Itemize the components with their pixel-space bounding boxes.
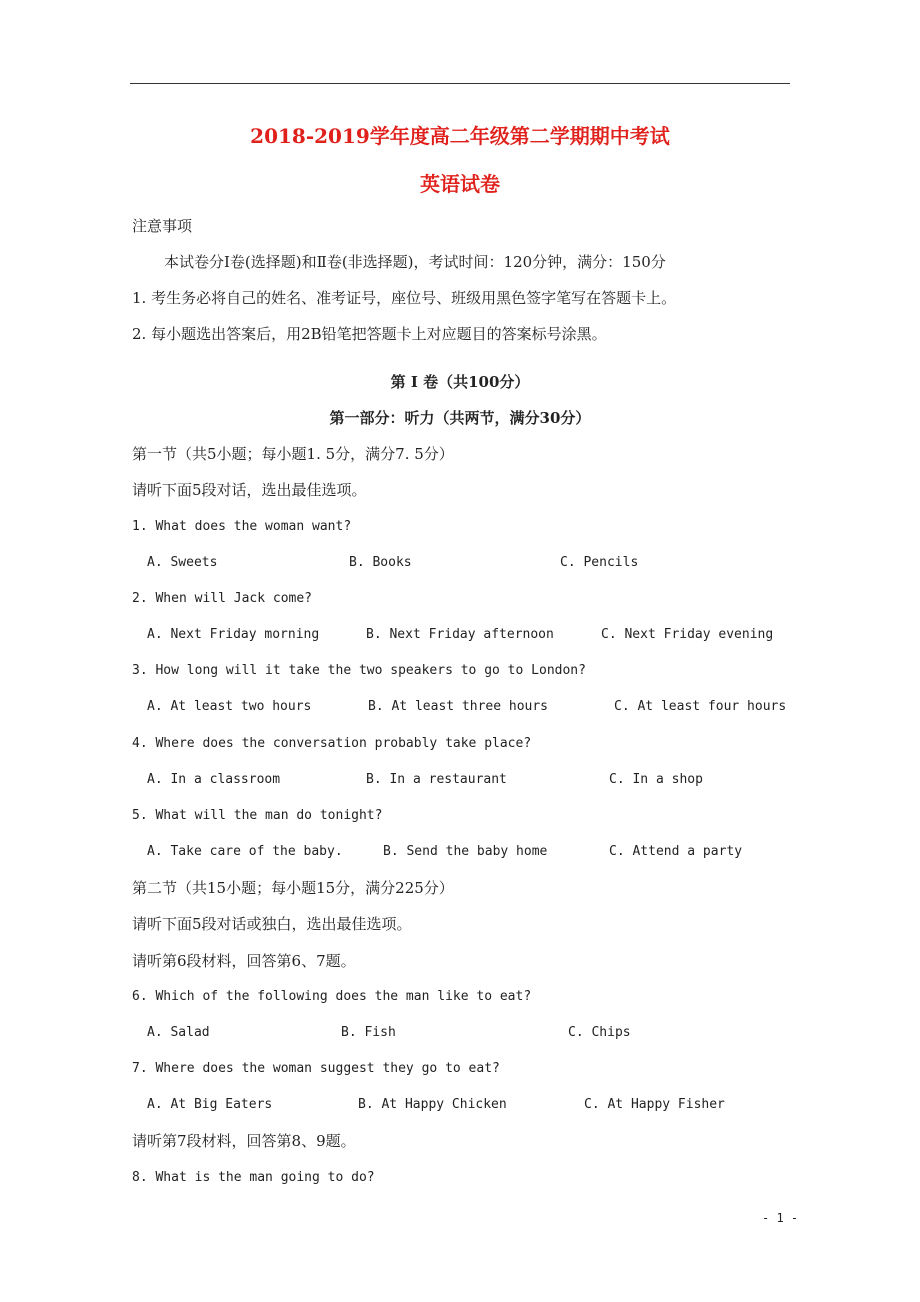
header-rule — [130, 83, 790, 84]
part-heading: 第一部分：听力（共两节，满分30分） — [329, 409, 591, 427]
section2-instruction: 请听下面5段对话或独白，选出最佳选项。 — [132, 915, 412, 933]
exam-subtitle: 英语试卷 — [420, 172, 500, 196]
question: 8. What is the man going to do? — [132, 1170, 375, 1185]
option: B. Next Friday afternoon — [366, 627, 554, 642]
option: B. At Happy Chicken — [358, 1097, 507, 1112]
volume-heading: 第 Ⅰ 卷（共100分） — [390, 373, 530, 391]
option: C. Attend a party — [609, 844, 743, 859]
question: 2. When will Jack come? — [132, 591, 313, 606]
option: A. At Big Eaters — [147, 1097, 273, 1112]
option: C. In a shop — [609, 772, 703, 787]
option: A. Take care of the baby. — [147, 844, 343, 859]
question: 4. Where does the conversation probably take place? — [132, 736, 532, 751]
section1-instruction: 请听下面5段对话，选出最佳选项。 — [132, 481, 367, 499]
option: B. In a restaurant — [366, 772, 507, 787]
question: 7. Where does the woman suggest they go to eat? — [132, 1061, 500, 1076]
material-note: 请听第7段材料，回答第8、9题。 — [132, 1132, 356, 1150]
option: B. Books — [349, 555, 412, 570]
question: 5. What will the man do tonight? — [132, 808, 383, 823]
option: C. At least four hours — [614, 699, 787, 714]
option: A. Salad — [147, 1025, 210, 1040]
option: A. In a classroom — [147, 772, 281, 787]
notice-heading: 注意事项 — [132, 217, 193, 235]
notice-item: 2. 每小题选出答案后，用2B铅笔把答题卡上对应题目的答案标号涂黑。 — [132, 325, 607, 343]
exam-title: 2018-2019学年度高二年级第二学期期中考试 — [250, 124, 670, 148]
question: 3. How long will it take the two speakers to go to London? — [132, 663, 586, 678]
option: C. Pencils — [560, 555, 639, 570]
option: A. At least two hours — [147, 699, 312, 714]
option: A. Next Friday morning — [147, 627, 320, 642]
option: C. Chips — [568, 1025, 631, 1040]
question: 6. Which of the following does the man like to eat? — [132, 989, 532, 1004]
option: B. At least three hours — [368, 699, 549, 714]
page-number: - 1 - — [762, 1211, 799, 1225]
notice-item: 1. 考生务必将自己的姓名、准考证号，座位号、班级用黑色签字笔写在答题卡上。 — [132, 289, 677, 307]
option: B. Send the baby home — [383, 844, 548, 859]
question: 1. What does the woman want? — [132, 519, 352, 534]
option: B. Fish — [341, 1025, 396, 1040]
option: A. Sweets — [147, 555, 218, 570]
option: C. Next Friday evening — [601, 627, 774, 642]
section2-heading: 第二节（共15小题；每小题15分，满分225分） — [132, 879, 454, 897]
material-note: 请听第6段材料，回答第6、7题。 — [132, 952, 356, 970]
option: C. At Happy Fisher — [584, 1097, 725, 1112]
section1-heading: 第一节（共5小题；每小题1. 5分，满分7. 5分） — [132, 445, 454, 463]
notice-intro: 本试卷分Ⅰ卷(选择题)和Ⅱ卷(非选择题)，考试时间：120分钟，满分：150分 — [164, 253, 666, 271]
